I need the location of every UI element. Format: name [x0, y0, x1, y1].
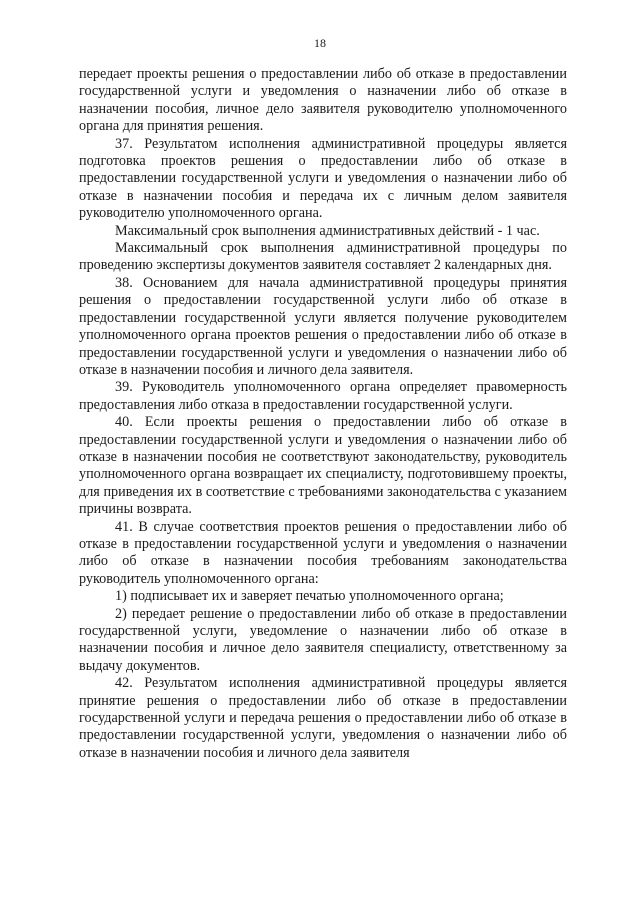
- document-body: [79, 66, 567, 762]
- paragraph: 40. Если проекты решения о предоставлении либо об отказе в предоставлении государственной услуги и уведомления о назначении либо об отказе в назначении пособия не соответствуют законодательству, руководитель уполномоченного органа возвращает их специалисту, подготовившему проекты, для приведения их в соответствие с требованиями законодательства с указанием причины возврата.: [79, 414, 567, 518]
- page-number: 18: [314, 36, 326, 50]
- paragraph: 39. Руководитель уполномоченного органа определяет правомерность предоставления либо отказа в предоставлении государственной услуги.: [79, 379, 567, 413]
- paragraph: Максимальный срок выполнения административных действий - 1 час.: [115, 222, 540, 239]
- paragraph: 38. Основанием для начала административной процедуры принятия решения о предоставлении государственной услуги либо об отказе в предоставлении государственной услуги является получение руководителем уполномоченного органа проектов решения о предоставлении либо об отказе в предоставлении государственной услуги и уведомления о назначении либо об отказе в назначении пособия и личного дела заявителя.: [79, 274, 567, 378]
- paragraph: 42. Результатом исполнения административной процедуры является принятие решения о предоставлении либо об отказе в предоставлении государственной услуги и передача решения о предоставлении либо об отказе в предоставлении государственной услуги, уведомления о назначении либо об отказе в назначении пособия и личного дела заявителя: [79, 675, 567, 761]
- paragraph: Максимальный срок выполнения административной процедуры по проведению экспертизы документов заявителя составляет 2 календарных дня.: [79, 240, 567, 274]
- paragraph: 1) подписывает их и заверяет печатью уполномоченного органа;: [115, 588, 504, 605]
- paragraph: 37. Результатом исполнения административной процедуры является подготовка проектов решения о предоставлении либо об отказе в предоставлении государственной услуги и уведомления о назначении либо об отказе в назначении пособия и передача их с личным делом заявителя руководителю уполномоченного органа.: [79, 135, 567, 222]
- paragraph: передает проекты решения о предоставлении либо об отказе в предоставлении государственной услуги и уведомления о назначении либо об отказе в назначении пособия, личное дело заявителя руководителю уполномоченного органа для принятия решения.: [79, 66, 567, 135]
- paragraph: 41. В случае соответствия проектов решения о предоставлении либо об отказе в предоставлении государственной услуги и уведомления о назначении либо об отказе в назначении пособия требованиям законодательства руководитель уполномоченного органа:: [79, 518, 567, 587]
- paragraph: 2) передает решение о предоставлении либо об отказе в предоставлении государственной услуги, уведомление о назначении либо об отказе в назначении пособия и личное дело заявителя специалисту, ответственному за выдачу документов.: [79, 605, 567, 674]
